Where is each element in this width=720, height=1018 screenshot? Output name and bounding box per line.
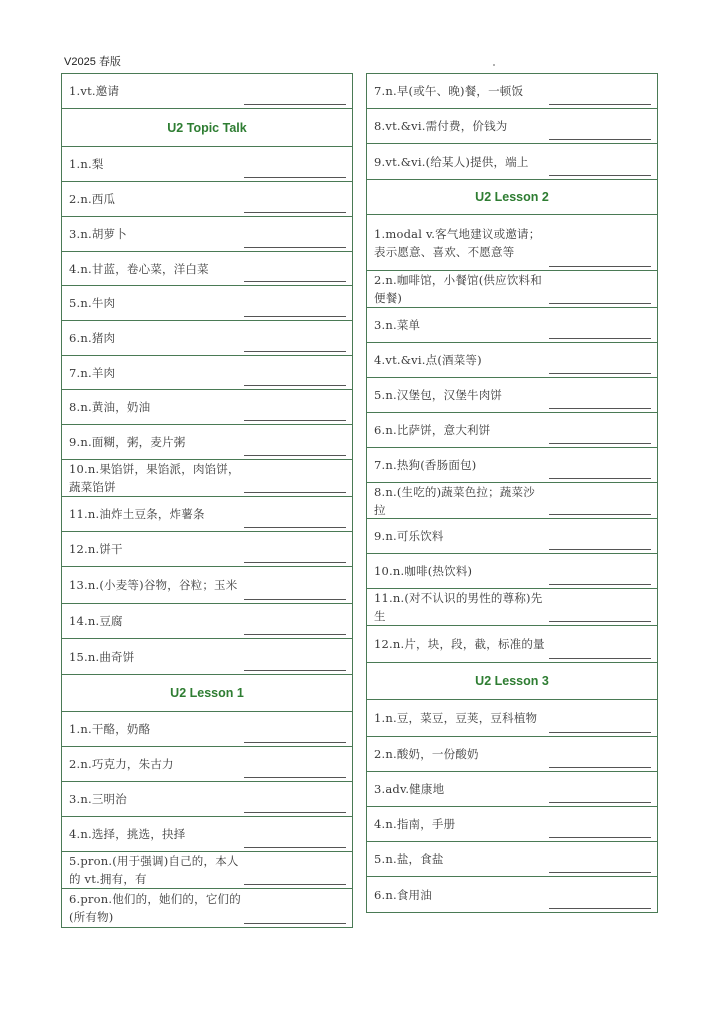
vocab-definition: 1.modal v.客气地建议或邀请；表示愿意、喜欢、不愿意等 [374,226,541,259]
answer-blank[interactable] [549,584,651,585]
vocab-definition: 11.n.油炸土豆条，炸薯条 [69,507,205,521]
vocab-definition: 1.n.豆，菜豆，豆荚，豆科植物 [374,711,538,725]
answer-blank[interactable] [244,777,346,778]
vocab-row [367,343,657,378]
vocab-definition: 9.n.面糊，粥，麦片粥 [69,435,186,449]
vocab-definition: 15.n.曲奇饼 [69,649,135,664]
answer-blank[interactable] [244,316,346,317]
answer-blank[interactable] [244,599,346,600]
vocab-row [62,252,352,286]
vocab-definition: 3.n.胡萝卜 [69,227,127,241]
answer-blank[interactable] [549,514,651,515]
vocab-row [62,182,352,217]
answer-blank[interactable] [244,104,346,105]
answer-blank[interactable] [244,670,346,671]
right-vocab-table [366,73,658,913]
answer-blank[interactable] [244,281,346,282]
answer-blank[interactable] [549,549,651,550]
section-title: U2 Topic Talk [167,120,247,135]
answer-blank[interactable] [244,385,346,386]
vocab-row [367,271,657,308]
answer-blank[interactable] [549,621,651,622]
vocab-row [367,807,657,842]
answer-blank[interactable] [549,139,651,140]
answer-blank[interactable] [244,247,346,248]
vocab-row [62,217,352,252]
vocab-definition: 4.vt.&vi.点(酒菜等) [374,353,482,367]
vocab-definition: 7.n.羊肉 [69,365,116,380]
vocab-row [367,626,657,663]
answer-blank[interactable] [549,338,651,339]
answer-blank[interactable] [549,732,651,733]
vocab-definition: 8.n.黄油，奶油 [69,400,151,414]
answer-blank[interactable] [244,884,346,885]
vocab-definition: 5.n.牛肉 [69,296,116,310]
vocab-row [367,74,657,109]
vocab-row [62,852,352,889]
vocab-row [367,109,657,144]
answer-blank[interactable] [244,351,346,352]
vocab-row [62,321,352,356]
answer-blank[interactable] [549,104,651,105]
answer-blank[interactable] [549,175,651,176]
vocab-definition: 6.n.食用油 [374,887,432,902]
answer-blank[interactable] [549,303,651,304]
answer-blank[interactable] [549,478,651,479]
vocab-definition: 2.n.酸奶，一份酸奶 [374,747,479,761]
section-title: U2 Lesson 2 [475,190,549,204]
vocab-row [367,215,657,271]
vocab-row [62,74,352,109]
vocab-row [62,286,352,321]
vocab-definition: 10.n.果馅饼，果馅派，肉馅饼，蔬菜馅饼 [69,462,240,494]
answer-blank[interactable] [549,767,651,768]
vocab-row [367,378,657,413]
vocab-definition: 10.n.咖啡(热饮料) [374,564,473,578]
vocab-row [367,554,657,589]
vocab-row [62,460,352,497]
vocab-definition: 7.n.热狗(香肠面包) [374,458,477,472]
vocab-row [62,889,352,927]
vocab-definition: 6.n.猪肉 [69,331,116,345]
vocab-definition: 3.n.三明治 [69,792,127,806]
vocab-definition: 12.n.片，块，段，截，标准的量 [374,637,545,651]
vocab-row [367,483,657,519]
vocab-definition: 8.vt.&vi.需付费，价钱为 [374,119,508,133]
vocab-definition: 2.n.巧克力，朱古力 [69,757,174,771]
vocab-definition: 6.pron.他们的，她们的，它们的(所有物) [69,892,241,924]
vocab-definition: 1.n.干酪，奶酪 [69,722,151,736]
vocab-row [367,877,657,912]
vocab-row [367,700,657,737]
vocab-definition: 3.adv.健康地 [374,782,445,796]
vocab-row [367,589,657,626]
vocab-row [62,147,352,182]
answer-blank[interactable] [244,923,346,924]
vocab-row [62,817,352,852]
vocab-row [62,747,352,782]
vocab-definition: 9.n.可乐饮料 [374,529,444,543]
vocab-definition: 6.n.比萨饼，意大利饼 [374,423,491,437]
answer-blank[interactable] [549,872,651,873]
vocab-row [367,842,657,877]
vocab-definition: 5.n.盐，食盐 [374,852,444,866]
vocab-row [62,425,352,460]
answer-blank[interactable] [244,527,346,528]
vocab-definition: 14.n.豆腐 [69,614,123,628]
answer-blank[interactable] [549,408,651,409]
vocab-definition: 11.n.(对不认识的男性的尊称)先生 [374,591,543,623]
section-header [367,663,657,700]
vocab-row [62,532,352,567]
vocab-row [367,448,657,483]
vocab-row [62,497,352,532]
vocab-definition: 2.n.西瓜 [69,192,116,206]
vocab-definition: 1.vt.邀请 [69,84,120,98]
vocab-row [62,782,352,817]
answer-blank[interactable] [244,812,346,813]
vocab-row [367,737,657,772]
section-title: U2 Lesson 3 [475,674,549,688]
answer-blank[interactable] [549,266,651,267]
vocab-definition: 9.vt.&vi.(给某人)提供，端上 [374,154,529,169]
answer-blank[interactable] [549,837,651,838]
vocab-row [62,356,352,390]
answer-blank[interactable] [549,658,651,659]
speck-mark [493,64,495,66]
vocab-definition: 5.pron.(用于强调)自己的，本人的 vt.拥有，有 [69,854,239,886]
vocab-definition: 5.n.汉堡包，汉堡牛肉饼 [374,388,503,402]
answer-blank[interactable] [549,802,651,803]
vocab-row [62,604,352,639]
answer-blank[interactable] [244,177,346,178]
vocab-row [62,567,352,604]
vocab-row [367,413,657,448]
vocab-row [367,519,657,554]
vocab-row [62,639,352,675]
vocab-definition: 7.n.早(或午、晚)餐，一顿饭 [374,84,524,98]
vocab-row [367,144,657,180]
answer-blank[interactable] [244,420,346,421]
section-header [62,675,352,712]
answer-blank[interactable] [244,562,346,563]
vocab-definition: 4.n.甘蓝，卷心菜，洋白菜 [69,261,209,276]
version-header: V2025 春版 [64,56,121,68]
vocab-definition: 3.n.菜单 [374,318,421,332]
left-vocab-table [61,73,353,928]
vocab-definition: 8.n.(生吃的)蔬菜色拉；蔬菜沙拉 [374,484,535,517]
answer-blank[interactable] [244,492,346,493]
vocab-row [367,772,657,807]
section-title: U2 Lesson 1 [170,686,244,700]
vocab-row [367,308,657,343]
answer-blank[interactable] [549,373,651,374]
section-header [62,109,352,147]
vocab-row [62,390,352,425]
answer-blank[interactable] [244,847,346,848]
vocab-row [62,712,352,747]
answer-blank[interactable] [549,908,651,909]
answer-blank[interactable] [244,742,346,743]
vocab-definition: 2.n.咖啡馆，小餐馆(供应饮料和便餐) [374,273,542,305]
section-header [367,180,657,215]
answer-blank[interactable] [244,455,346,456]
vocab-definition: 13.n.(小麦等)谷物，谷粒；玉米 [69,578,238,592]
answer-blank[interactable] [549,443,651,444]
answer-blank[interactable] [244,212,346,213]
vocab-definition: 12.n.饼干 [69,542,123,556]
answer-blank[interactable] [244,634,346,635]
vocab-definition: 1.n.梨 [69,157,104,171]
vocab-definition: 4.n.指南，手册 [374,817,456,831]
vocab-definition: 4.n.选择，挑选，抉择 [69,827,186,841]
